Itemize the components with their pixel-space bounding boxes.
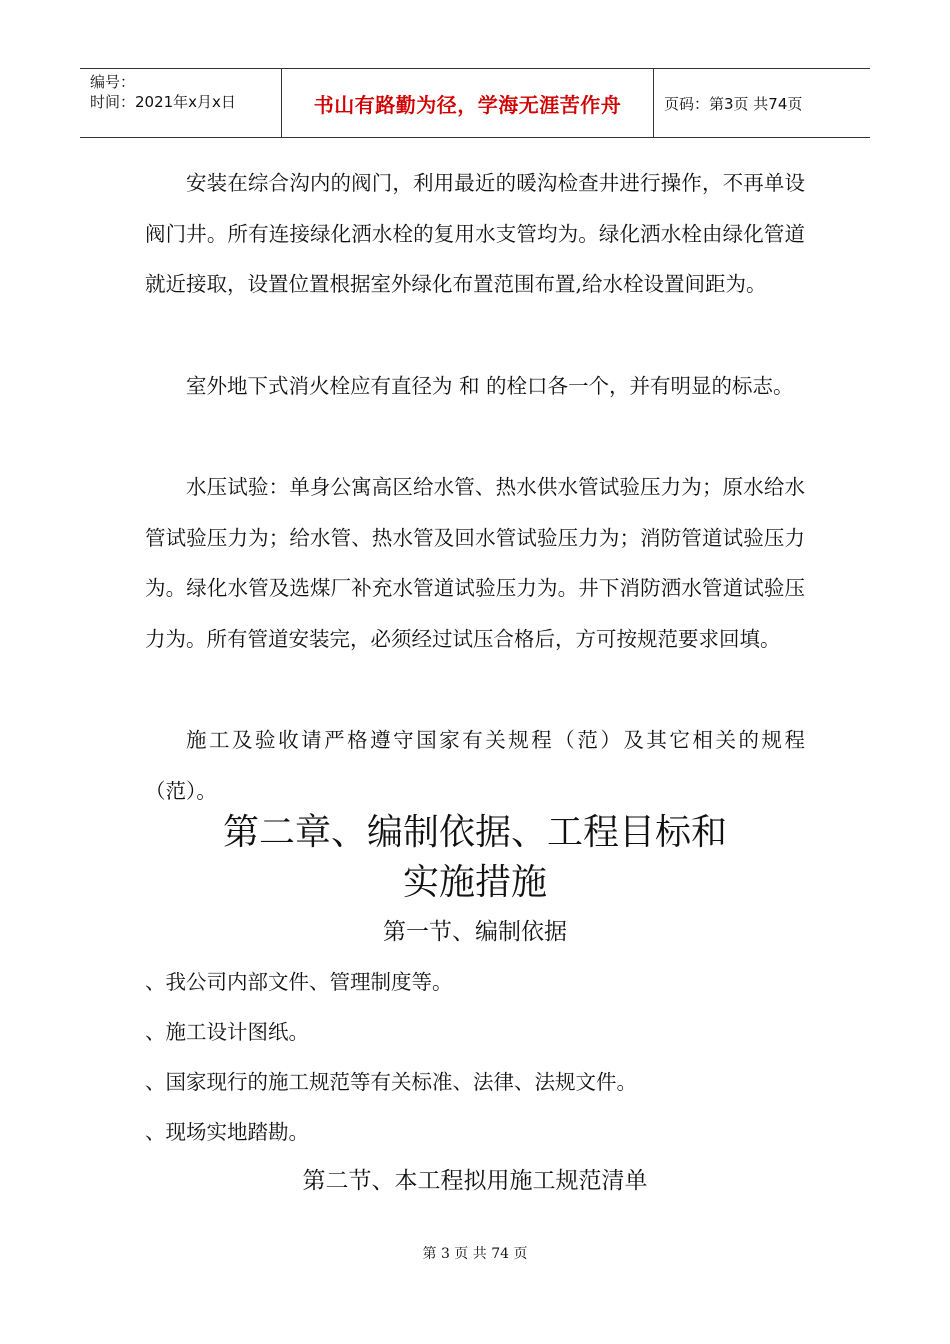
header-page-info: 页码：第3页 共74页 [664,94,803,113]
list-item: 、我公司内部文件、管理制度等。 [145,970,453,994]
paragraph-acceptance: 施工及验收请严格遵守国家有关规程（范）及其它相关的规程（范）。 [145,728,805,803]
page-footer: 第 3 页 共 74 页 [422,1246,528,1262]
document-header [80,68,870,138]
paragraph-pressure-test: 水压试验：单身公寓高区给水管、热水供水管试验压力为；原水给水管试验压力为；给水管、热水管及回水管试验压力为；消防管道试验压力为。绿化水管及选煤厂补充水管道试验压力为。井下消防洒水管道试验压力为。所有管道安装完，必须经过试压合格后，方可按规范要求回填。 [145,475,805,652]
list-item: 、国家现行的施工规范等有关标准、法律、法规文件。 [145,1070,637,1094]
section2-title: 第二节、本工程拟用施工规范清单 [302,1168,648,1194]
list-item: 、施工设计图纸。 [145,1020,309,1044]
section1-title: 第一节、编制依据 [383,919,567,945]
header-time-label: 时间：2021年x月x日 [90,93,236,111]
header-meta [80,69,282,137]
chapter-title-line1: 第二章、编制依据、工程目标和 [222,812,727,853]
header-motto: 书山有路勤为径，学海无涯苦作舟 [282,69,654,137]
paragraph-valves: 安装在综合沟内的阀门，利用最近的暖沟检查井进行操作，不再单设阀门井。所有连接绿化洒水栓的复用水支管均为。绿化洒水栓由绿化管道就近接取，设置位置根据室外绿化布置范围布置,给水栓设置间距为。 [145,171,805,297]
header-number-label: 编号： [90,73,136,91]
chapter-title-line2: 实施措施 [402,862,547,903]
paragraph-hydrant: 室外地下式消火栓应有直径为 和 的栓口各一个，并有明显的标志。 [186,374,794,398]
list-item: 、现场实地踏勘。 [145,1120,309,1144]
